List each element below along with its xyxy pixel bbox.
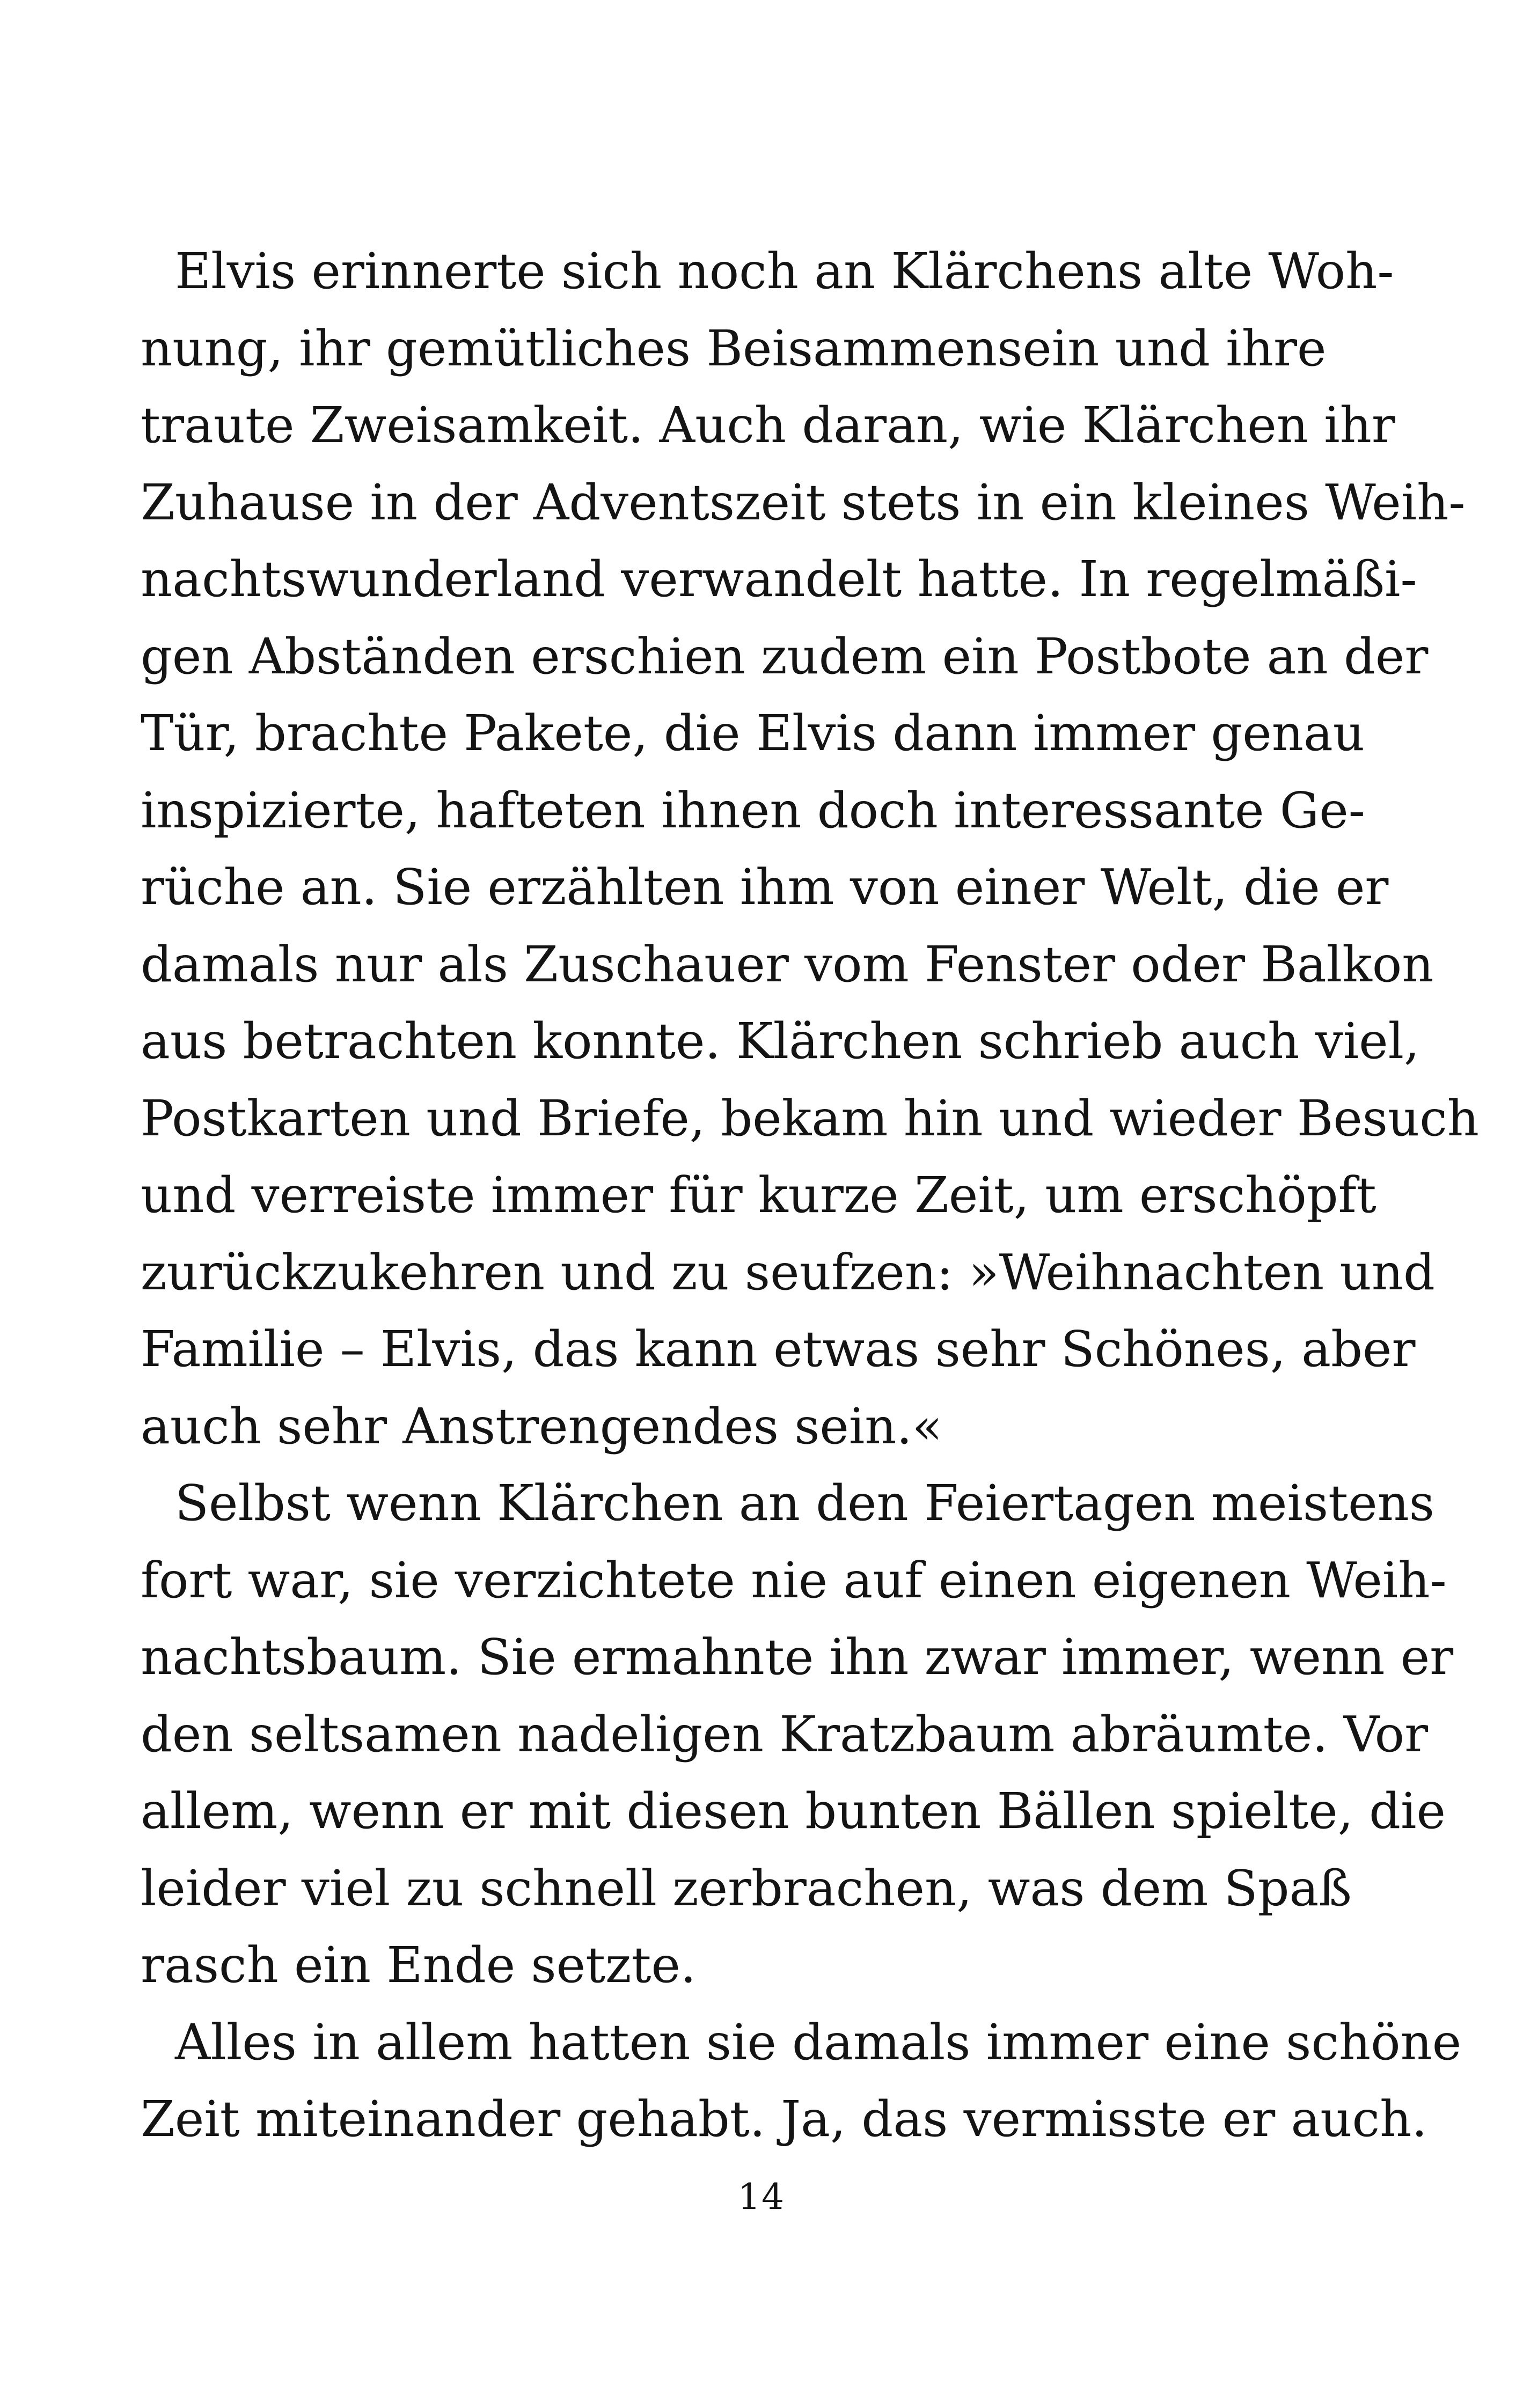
text-line: auch sehr Anstrengendes sein.« [141,1397,943,1455]
text-line: traute Zweisamkeit. Auch daran, wie Klärchen ihr [141,397,1395,454]
paragraph-2 [141,1465,1454,2004]
text-line: nachtsbaum. Sie ermahnte ihn zwar immer, wenn er [141,1628,1454,1686]
text-line: und verreiste immer für kurze Zeit, um erschöpft [141,1166,1376,1224]
body-text [141,233,1480,2158]
text-line: allem, wenn er mit diesen bunten Bällen spielte, die [141,1782,1446,1840]
text-line: Selbst wenn Klärchen an den Feiertagen meistens [175,1474,1434,1532]
paragraph-3 [141,2004,1462,2158]
text-line: nachtswunderland verwandelt hatte. In regelmäßi- [141,550,1417,608]
text-line: rüche an. Sie erzählten ihm von einer Welt, die er [141,858,1389,916]
text-line: Familie – Elvis, das kann etwas sehr Schönes, aber [141,1320,1416,1378]
text-line: inspizierte, hafteten ihnen doch interessante Ge- [141,781,1365,839]
text-line: den seltsamen nadeligen Kratzbaum abräumte. Vor [141,1705,1429,1763]
paragraph-1 [141,233,1480,1465]
text-line: nung, ihr gemütliches Beisammensein und ihre [141,319,1327,377]
text-line: Zuhause in der Adventszeit stets in ein kleines Weih- [141,473,1466,531]
text-line: Elvis erinnerte sich noch an Klärchens alte Woh- [175,243,1394,300]
text-line: gen Abständen erschien zudem ein Postbote an der [141,627,1429,685]
text-line: aus betrachten konnte. Klärchen schrieb auch viel, [141,1012,1420,1070]
text-line: rasch ein Ende setzte. [141,1936,697,1994]
text-line: damals nur als Zuschauer vom Fenster oder Balkon [141,935,1434,993]
text-line: Postkarten und Briefe, bekam hin und wieder Besuch [141,1089,1480,1147]
text-line: fort war, sie verzichtete nie auf einen eigenen Weih- [141,1551,1447,1609]
text-line: Alles in allem hatten sie damals immer eine schöne [175,2013,1462,2071]
text-line: Zeit miteinander gehabt. Ja, das vermisste er auch. [141,2090,1427,2148]
text-line: zurückzukehren und zu seufzen: »Weihnachten und [141,1243,1435,1301]
text-line: Tür, brachte Pakete, die Elvis dann immer genau [141,704,1365,762]
page-number: 14 [738,2176,785,2218]
text-line: leider viel zu schnell zerbrachen, was dem Spaß [141,1859,1352,1917]
